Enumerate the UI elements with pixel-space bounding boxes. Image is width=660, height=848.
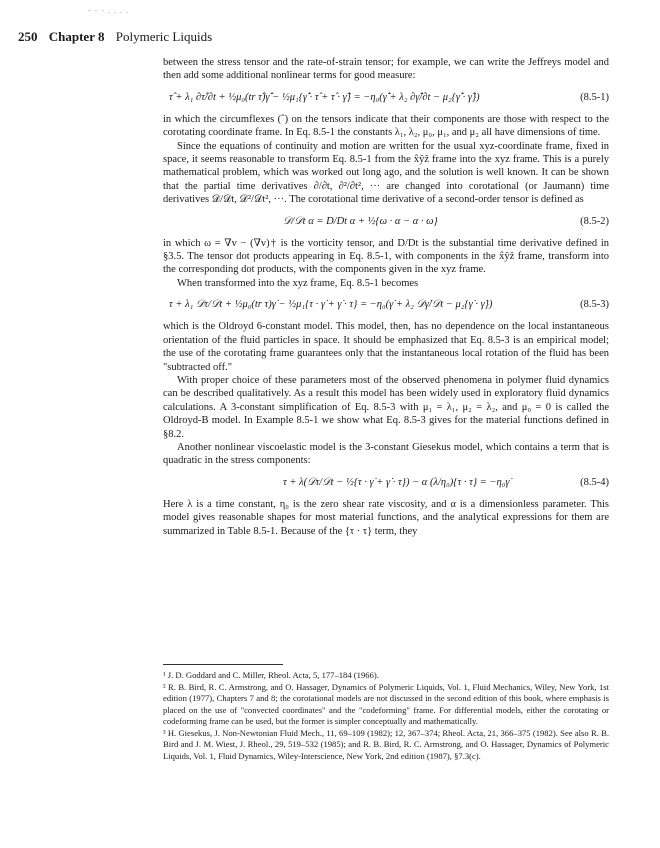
equation-number: (8.5-1) xyxy=(580,91,609,103)
equation-number: (8.5-2) xyxy=(580,215,609,227)
paragraph: Here λ is a time constant, η₀ is the zero shear rate viscosity, and α is a dimensionless parameter. This model gives reasonable shapes for most material functions, and the analytical expressions for them are summarized in Table 8.5-1. Because of the {τ · τ} term, they xyxy=(163,498,609,537)
equation-8-5-2 xyxy=(163,207,609,237)
paragraph: Since the equations of continuity and motion are written for the usual xyz-coordinate frame, fixed in space, it seems reasonable to transform Eq. 8.5-1 from the x̂ŷẑ frame into the xyz frame. This is a purely mathematical problem, which was worked out long ago, and the solution is well known. It can be shown that the partial time derivatives ∂/∂t, ∂²/∂t², ··· are changed into corotational (or Jaumann) time derivatives 𝒟/𝒟t, 𝒟²/𝒟t², ···. The corotational time derivative of a second-order tensor is defined as xyxy=(163,140,609,206)
body-text xyxy=(163,56,609,538)
equation-text: τ + λ(𝒟τ/𝒟t − ½{τ · γ̇ + γ̇ · τ}) − α (λ/η₀){τ · τ} = −η₀γ̇ xyxy=(283,476,510,488)
equation-number: (8.5-4) xyxy=(580,476,609,488)
footnotes xyxy=(163,670,609,762)
paragraph: With proper choice of these parameters most of the observed phenomena in polymer fluid dynamics can be described qualitatively. As a result this model has been widely used in exploratory fluid dynamics calculations. A 3-constant simplification of Eq. 8.5-3 with μ₁ = λ₁, μ₂ = λ₂, and μ₀ = 0 is called the Oldroyd-B model. In Example 8.5-1 we show what Eq. 8.5-3 gives for the material functions defined in §8.2. xyxy=(163,374,609,440)
footnote: ¹ J. D. Goddard and C. Miller, Rheol. Acta, 5, 177–184 (1966). xyxy=(163,670,379,680)
paragraph: which is the Oldroyd 6-constant model. This model, then, has no dependence on the local instantaneous orientation of the fluid particles in space. It should be emphasized that Eq. 8.5-3 is an empirical model; the use of the corotating frame guarantees only that the instantaneous local rotation of the fluid has been "subtracted off." xyxy=(163,321,609,373)
equation-text: 𝒟/𝒟t α = D/Dt α + ½{ω · α − α · ω} xyxy=(283,215,438,227)
running-header xyxy=(18,29,212,45)
footnote-rule xyxy=(163,664,283,665)
paragraph: in which the circumflexes (ˆ) on the tensors indicate that their components are those with respect to the corotating coordinate frame. In Eq. 8.5-1 the constants λ₁, λ₂, μ₀, μ₁, and μ₂ all have dimensions of time. xyxy=(163,113,609,139)
footnote: ³ H. Giesekus, J. Non-Newtonian Fluid Mech., 11, 69–109 (1982); 12, 367–374; Rheol. Acta, 21, 366–375 (1982). See also R. B. Bird and J. M. Wiest, J. Rheol., 29, 519–532 (1985); and R. B. Bird, R. C. Armstrong, and O. Hassager, Dynamics of Polymeric Liquids, Vol. 1, Fluid Dynamics, Wiley-Interscience, New York, 2nd edition (1987), §7.3(c). xyxy=(163,727,609,761)
paragraph: in which ω = ∇v − (∇v)† is the vorticity tensor, and D/Dt is the substantial time derivative defined in §3.5. The tensor dot products appearing in Eq. 8.5-1, with components in the x̂ŷẑ frame, transform into the corresponding dot products, with the components given in the xyz frame. xyxy=(163,237,609,276)
paragraph: Another nonlinear viscoelastic model is the 3-constant Giesekus model, which contains a term that is quadratic in the stress components: xyxy=(163,441,609,467)
equation-number: (8.5-3) xyxy=(580,299,609,311)
paragraph: between the stress tensor and the rate-of-strain tensor; for example, we can write the Jeffreys model and then add some additional nonlinear terms for good measure: xyxy=(163,57,609,82)
equation-8-5-3 xyxy=(163,290,609,320)
scan-marks: - - - . . . . xyxy=(88,6,129,15)
equation-8-5-1 xyxy=(163,83,609,113)
footnote: ² R. B. Bird, R. C. Armstrong, and O. Hassager, Dynamics of Polymeric Liquids, Vol. 1, Fluid Mechanics, Wiley, New York, 1st edition (1977), Chapters 7 and 8; the corotational models are not discussed in the second edition of this book, where emphasis is placed on the use of "convected coordinates" and the "codeforming" frame. For differential models, either the corotating or codeforming frame can be used, but the former is simpler conceptually and mathematically. xyxy=(163,681,609,726)
chapter-label: Chapter 8 xyxy=(48,29,105,44)
chapter-title: Polymeric Liquids xyxy=(115,29,213,44)
paragraph: When transformed into the xyz frame, Eq. 8.5-1 becomes xyxy=(177,277,419,289)
page-number: 250 xyxy=(18,29,38,44)
equation-text: τ̂ + λ₁ ∂τ̂/∂t + ½μ₀(tr τ̂)γ̇̂ − ½μ₁{γ̇̂ · τ̂ + τ̂ · γ̇̂} = −η₀(γ̇̂ + λ₂ ∂γ̇̂/∂t − μ₂{γ̇̂ · γ̇̂}) xyxy=(169,91,480,103)
equation-text: τ + λ₁ 𝒟τ/𝒟t + ½μ₀(tr τ)γ̇ − ½μ₁{τ · γ̇ + γ̇ · τ} = −η₀(γ̇ + λ₂ 𝒟γ̇/𝒟t − μ₂{γ̇ · γ̇}) xyxy=(169,299,493,311)
equation-8-5-4 xyxy=(163,468,609,498)
